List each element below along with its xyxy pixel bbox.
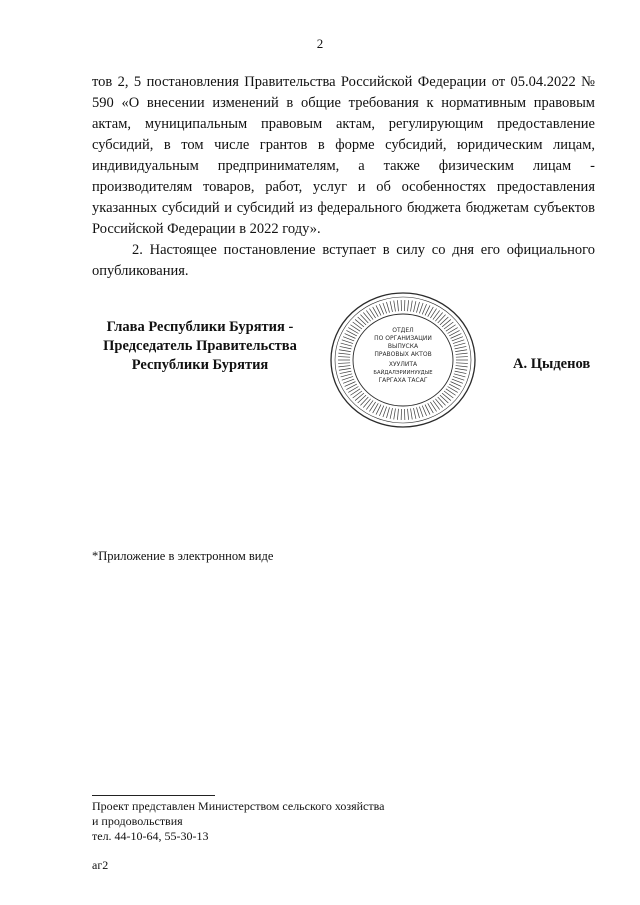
signature-title-line: Республики Бурятия xyxy=(131,357,269,373)
stamp-ring-mark xyxy=(414,301,416,312)
stamp-ring-mark xyxy=(453,340,464,344)
stamp-ring-mark xyxy=(454,374,466,377)
stamp-ring-mark xyxy=(455,350,467,352)
stamp-ring-mark xyxy=(366,400,373,409)
signature-name: А. Цыденов xyxy=(513,356,591,372)
stamp-ring-mark xyxy=(379,304,383,314)
stamp-ring-mark xyxy=(411,301,413,312)
stamp-ring-mark xyxy=(350,325,360,331)
stamp-ring-mark xyxy=(455,368,467,370)
stamp-ring-mark xyxy=(422,304,426,314)
page-number: 2 xyxy=(316,36,324,51)
stamp-ring-mark xyxy=(390,301,392,312)
stamp-ring-mark xyxy=(342,376,353,380)
stamp-ring-mark xyxy=(338,366,350,367)
stamp-ring-mark xyxy=(422,406,426,416)
stamp-ring-mark xyxy=(454,343,466,346)
footnote-line: Проект представлен Министерством сельского хозяйства xyxy=(92,799,385,813)
footnote xyxy=(92,799,384,844)
stamp-ring-mark xyxy=(340,371,352,373)
stamp-ring-mark xyxy=(355,393,364,400)
stamp-ring-mark xyxy=(353,322,362,329)
stamp-ring-mark xyxy=(340,346,352,348)
stamp-ring-mark xyxy=(456,363,468,364)
stamp-ring-mark xyxy=(455,371,467,373)
stamp-ring-mark xyxy=(456,366,468,367)
stamp-ring-mark xyxy=(416,407,419,418)
stamp-ring-mark xyxy=(341,343,353,346)
signature-title-line: Глава Республики Бурятия - xyxy=(106,319,294,335)
stamp-ring-mark xyxy=(363,312,370,321)
stamp-ring-mark xyxy=(341,374,353,377)
stamp-ring-mark xyxy=(355,319,364,326)
stamp-ring-mark xyxy=(339,368,351,370)
footnote-line: тел. 44-10-64, 55-30-13 xyxy=(92,829,209,843)
stamp-ring-mark xyxy=(444,322,453,329)
stamp-ring-mark xyxy=(435,399,442,408)
stamp-text-line: ОТДЕЛ xyxy=(392,327,414,334)
stamp-ring-mark xyxy=(456,357,468,358)
stamp-ring-mark xyxy=(453,376,464,380)
stamp-ring-mark xyxy=(338,357,350,358)
document-code: аг2 xyxy=(92,858,109,872)
stamp-ring-mark xyxy=(338,363,350,364)
stamp-ring-mark xyxy=(339,350,351,352)
stamp-ring-mark xyxy=(411,409,413,420)
stamp-ring-mark xyxy=(446,389,456,395)
stamp-ring-mark xyxy=(440,317,448,325)
stamp-ring-mark xyxy=(442,319,451,326)
footnote-divider xyxy=(92,795,215,796)
stamp-text-line: ПРАВОВЫХ АКТОВ xyxy=(374,351,432,358)
stamp-ring-mark xyxy=(438,397,446,405)
body-paragraph-1: тов 2, 5 постановления Правительства Российской Федерации от 05.04.2022 № 590 «О внесении изменений в общие требования к нормативным правовым актам, муниципальным правовым актам, регулирующим предоставление субсидий, в том числе грантов в форме субсидий, юридическим лицам, индивидуальным предпринимателям, а также физическим лицам - производителям товаров, работ, услуг и об особенностях предоставления указанных субсидий и субсидий из федерального бюджета бюджетам субъектов Российской Федерации в 2022 году». xyxy=(92,74,595,237)
stamp-ring-mark xyxy=(397,409,398,420)
stamp-ring-mark xyxy=(419,407,423,417)
stamp-text-line: ГАРГАХА ТАСАГ xyxy=(378,377,428,384)
stamp-ring-mark xyxy=(414,408,416,419)
stamp-text-line: ХУУЛИТА xyxy=(388,361,418,368)
stamp-ring-mark xyxy=(366,310,373,319)
stamp-ring-mark xyxy=(386,407,389,418)
stamp-ring-mark xyxy=(438,315,446,323)
stamp-ring-mark xyxy=(360,315,368,323)
stamp-ring-mark xyxy=(390,408,392,419)
stamp-ring-mark xyxy=(358,395,366,403)
stamp-ring-mark xyxy=(435,312,442,321)
stamp-ring-mark xyxy=(358,317,366,325)
stamp-text-line: ПО ОРГАНИЗАЦИИ xyxy=(374,335,432,342)
stamp-ring-mark xyxy=(442,393,451,400)
stamp-ring-mark xyxy=(383,303,387,313)
signature-title xyxy=(92,318,308,375)
stamp-ring-mark xyxy=(394,301,396,312)
stamp-ring-mark xyxy=(360,397,368,405)
signature-title-line: Председатель Правительства xyxy=(103,338,297,354)
stamp-ring-mark xyxy=(433,310,440,319)
stamp-text-line: ВЫПУСКА xyxy=(387,343,419,350)
footnote-line: и продовольствия xyxy=(92,814,183,828)
stamp-ring-mark xyxy=(456,353,468,354)
attachment-note: *Приложение в электронном виде xyxy=(92,549,274,563)
stamp-text-line: БАЙДАЛЭРИИНУУДЫЕ xyxy=(373,370,433,376)
stamp-ring-mark xyxy=(440,395,448,403)
stamp-ring-mark xyxy=(397,300,398,311)
stamp-ring-mark xyxy=(342,340,353,344)
stamp-ring-mark xyxy=(408,300,409,311)
stamp-ring-mark xyxy=(416,302,419,313)
stamp-ring-mark xyxy=(455,346,467,348)
body-paragraph-2: 2. Настоящее постановление вступает в силу со дня его официального опубликования. xyxy=(92,242,595,279)
stamp-ring-mark xyxy=(386,302,389,313)
stamp-ring-mark xyxy=(394,409,396,420)
official-seal-stamp xyxy=(328,290,478,430)
stamp-ring-mark xyxy=(419,303,423,313)
stamp-ring-mark xyxy=(379,406,383,416)
stamp-ring-mark xyxy=(353,391,362,398)
stamp-ring-mark xyxy=(383,407,387,417)
stamp-ring-mark xyxy=(350,389,360,395)
stamp-ring-mark xyxy=(363,399,370,408)
stamp-ring-mark xyxy=(433,400,440,409)
stamp-ring-mark xyxy=(444,391,453,398)
stamp-ring-mark xyxy=(408,409,409,420)
stamp-ring-mark xyxy=(338,353,350,354)
stamp-ring-mark xyxy=(446,325,456,331)
